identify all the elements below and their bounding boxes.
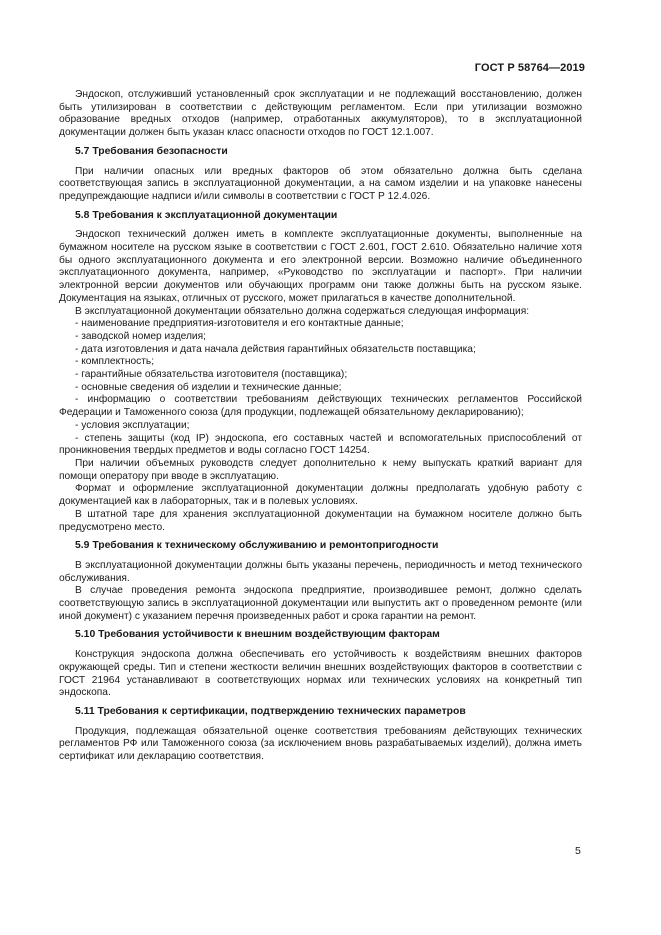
list-item: - основные сведения об изделии и технические данные; <box>75 381 342 393</box>
section-5-9-title: 5.9 Требования к техническому обслуживанию и ремонтопригодности <box>75 540 439 552</box>
intro-paragraph: Эндоскоп, отслуживший установленный срок эксплуатации и не подлежащий восстановлению, должен быть утилизирован в соответствии с действующим регламентом. Если при утилизации возможно образование вредных отходов (например, отработанных аккумуляторов), то в эксплуатационной документации должен быть указан класс опасности отходов по ГОСТ 12.1.007. <box>59 89 582 139</box>
section-5-10-paragraph: Конструкция эндоскопа должна обеспечивать его устойчивость к воздействиям внешних факторов окружающей среды. Тип и степени жесткости величин внешних воздействующих факторов в соответствии с ГОСТ 21964 устанавливают в соответствующих нормах или технических условиях на конкретный тип эндоскопа. <box>59 649 582 699</box>
section-5-7-title: 5.7 Требования безопасности <box>75 145 228 157</box>
list-item: - наименование предприятия-изготовителя и его контактные данные; <box>75 318 404 330</box>
section-5-11-paragraph: Продукция, подлежащая обязательной оценке соответствия требованиям действующих технических регламентов РФ или Таможенного союза (за исключением вновь разрабатываемых изделий), должна иметь сертификат или декларацию соответствия. <box>59 725 582 763</box>
list-item: - информацию о соответствии требованиям действующих технических регламентов Российской Федерации и Таможенного союза (для продукции, подлежащей обязательному декларированию); <box>59 394 582 419</box>
list-item: - заводской номер изделия; <box>75 330 206 342</box>
list-item: - гарантийные обязательства изготовителя (поставщика); <box>75 369 348 381</box>
standard-header: ГОСТ Р 58764—2019 <box>474 62 585 74</box>
list-item: - степень защиты (код IP) эндоскопа, его составных частей и вспомогательных приспособлений от проникновения твердых предметов и воды согласно ГОСТ 14254. <box>59 432 582 457</box>
section-5-8-paragraph-3: При наличии объемных руководств следует дополнительно к нему выпускать краткий вариант для помощи оператору при вводе в эксплуатацию. <box>59 457 582 482</box>
section-5-8-paragraph-1: Эндоскоп технический должен иметь в комплекте эксплуатационные документы, выполненные на бумажном носителе на русском языке в соответствии с ГОСТ 2.601, ГОСТ 2.610. Обязательно наличие хотя бы одного эксплуатационного документа и его электронной версии. Возможно наличие объединенного эксплуатационного документа, например, «Руководство по эксплуатации и паспорт». При наличии электронной версии документов или обучающих программ они также должны быть на русском языке. Документация на языках, отличных от русского, может прилагаться в качестве дополнительной. <box>59 229 582 304</box>
document-body <box>59 89 582 764</box>
section-5-8-paragraph-4: Формат и оформление эксплуатационной документации должны предполагать удобную работу с документацией как в лабораторных, так и в полевых условиях. <box>59 483 582 508</box>
section-5-9-paragraph-1: В эксплуатационной документации должны быть указаны перечень, периодичность и метод технического обслуживания. <box>59 559 582 584</box>
section-5-10-title: 5.10 Требования устойчивости к внешним воздействующим факторам <box>75 629 440 641</box>
section-5-11-title: 5.11 Требования к сертификации, подтверждению технических параметров <box>75 705 466 717</box>
section-5-8-paragraph-5: В штатной таре для хранения эксплуатационной документации на бумажном носителе должно быть предусмотрено место. <box>59 508 582 533</box>
section-5-8-paragraph-2: В эксплуатационной документации обязательно должна содержаться следующая информация: <box>75 305 530 317</box>
page-number: 5 <box>575 845 581 857</box>
section-5-9-paragraph-2: В случае проведения ремонта эндоскопа предприятие, производившее ремонт, должно сделать соответствующую запись в эксплуатационной документации или выпустить акт о проведенном ремонте (или иной документ) с указанием перечня произведенных работ и срока гарантии на ремонт. <box>59 585 582 622</box>
info-list <box>59 318 582 458</box>
section-5-7-paragraph: При наличии опасных или вредных факторов об этом обязательно должна быть сделана соответствующая запись в эксплуатационной документации, а на самом изделии и на упаковке нанесены предупреждающие надписи и/или символы в соответствии с ГОСТ Р 12.4.026. <box>59 165 582 202</box>
list-item: - условия эксплуатации; <box>75 419 190 431</box>
section-5-8-title: 5.8 Требования к эксплуатационной документации <box>75 209 338 221</box>
list-item: - комплектность; <box>75 356 155 368</box>
list-item: - дата изготовления и дата начала действия гарантийных обязательств поставщика; <box>75 343 476 355</box>
